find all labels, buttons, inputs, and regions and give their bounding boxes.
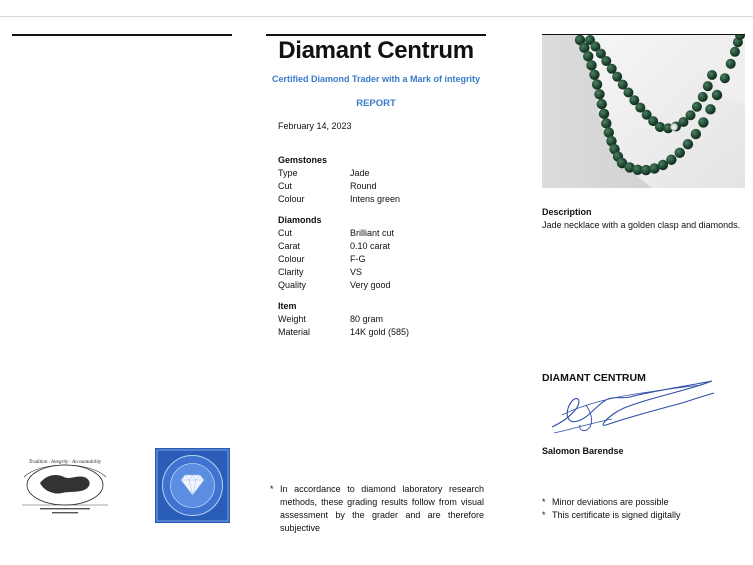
footnote-text: This certificate is signed digitally bbox=[552, 510, 681, 520]
row-label: Carat bbox=[278, 241, 301, 251]
jade-bead bbox=[592, 79, 602, 89]
gemstones-heading: Gemstones bbox=[278, 155, 328, 165]
row-value: 80 gram bbox=[350, 314, 384, 324]
row-label: Cut bbox=[278, 228, 293, 238]
jade-bead bbox=[675, 148, 685, 158]
row-value: Very good bbox=[350, 280, 391, 290]
jade-bead bbox=[589, 70, 599, 80]
report-date: February 14, 2023 bbox=[278, 121, 352, 131]
left-column-rule bbox=[12, 34, 232, 36]
jade-bead bbox=[705, 104, 715, 114]
jade-bead bbox=[583, 51, 593, 61]
jade-bead bbox=[686, 110, 696, 120]
handwritten-signature bbox=[542, 375, 722, 440]
jade-bead bbox=[599, 109, 609, 119]
jade-bead bbox=[698, 92, 708, 102]
signature-company: DIAMANT CENTRUM bbox=[542, 372, 646, 384]
row-label: Weight bbox=[278, 314, 306, 324]
jade-bead bbox=[666, 155, 676, 165]
jade-bead bbox=[586, 60, 596, 70]
jade-bead bbox=[730, 47, 740, 57]
wfdb-badge-logo bbox=[155, 448, 230, 523]
row-value: F-G bbox=[350, 254, 366, 264]
row-label: Colour bbox=[278, 254, 305, 264]
jade-bead bbox=[597, 99, 607, 109]
golden-clasp bbox=[671, 124, 677, 130]
jade-bead bbox=[698, 117, 708, 127]
jade-bead bbox=[691, 129, 701, 139]
description-heading: Description bbox=[542, 207, 592, 217]
report-heading: REPORT bbox=[356, 98, 396, 109]
row-label: Material bbox=[278, 327, 311, 337]
row-value: 14K gold (585) bbox=[350, 327, 410, 337]
diamonds-heading: Diamonds bbox=[278, 215, 322, 225]
bullet: * bbox=[270, 484, 274, 494]
bullet: * bbox=[542, 497, 546, 507]
row-label: Cut bbox=[278, 181, 293, 191]
jade-bead bbox=[720, 73, 730, 83]
row-value: Jade bbox=[350, 168, 370, 178]
row-value: Brilliant cut bbox=[350, 228, 395, 238]
row-label: Clarity bbox=[278, 267, 304, 277]
row-value: 0.10 carat bbox=[350, 241, 391, 251]
row-label: Colour bbox=[278, 194, 305, 204]
description-text: Jade necklace with a golden clasp and diamonds. bbox=[542, 220, 741, 230]
footnote-text: Minor deviations are possible bbox=[552, 497, 669, 507]
jade-bead bbox=[683, 139, 693, 149]
exchange-member-logo bbox=[10, 455, 120, 515]
svg-text:Tradition · Integrity · Accoun: Tradition · Integrity · Accountability bbox=[28, 460, 102, 465]
center-column-rule bbox=[266, 34, 486, 36]
top-divider bbox=[0, 16, 753, 17]
jade-bead bbox=[726, 59, 736, 69]
row-label: Quality bbox=[278, 280, 307, 290]
jade-bead bbox=[692, 102, 702, 112]
footnote-text: In accordance to diamond laboratory research methods, these grading results follow from visual assessment by the grader and are therefore subjective bbox=[280, 484, 484, 533]
row-value: Intens green bbox=[350, 194, 401, 204]
jade-necklace-photo bbox=[542, 35, 745, 188]
bullet: * bbox=[542, 510, 546, 520]
company-subtitle: Certified Diamond Trader with a Mark of integrity bbox=[271, 74, 481, 84]
jade-bead bbox=[601, 118, 611, 128]
company-title: Diamant Centrum bbox=[278, 37, 474, 64]
jade-bead bbox=[712, 90, 722, 100]
row-value: Round bbox=[350, 181, 377, 191]
jade-bead bbox=[707, 70, 717, 80]
signer-name: Salomon Barendse bbox=[542, 446, 624, 456]
row-label: Type bbox=[278, 168, 298, 178]
jade-bead bbox=[703, 81, 713, 91]
row-value: VS bbox=[350, 267, 363, 277]
jade-bead bbox=[594, 89, 604, 99]
item-heading: Item bbox=[278, 301, 297, 311]
